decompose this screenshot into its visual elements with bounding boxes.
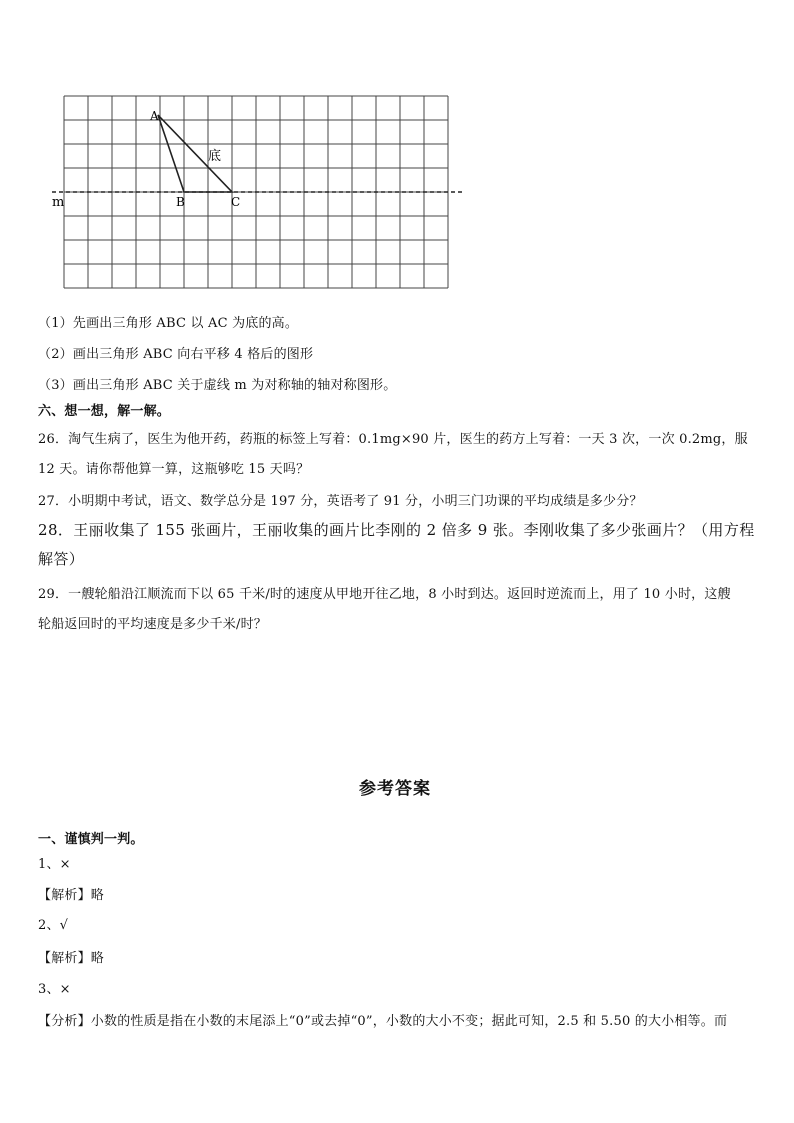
answer-3-analysis: 【分析】小数的性质是指在小数的末尾添上“0”或去掉“0”，小数的大小不变；据此可知，2.5 和 5.50 的大小相等。而 xyxy=(38,1014,728,1029)
question-27: 27．小明期中考试，语文、数学总分是 197 分，英语考了 91 分，小明三门功课的平均成绩是多少分？ xyxy=(38,494,643,509)
question-28-line2: 解答） xyxy=(38,550,85,568)
question-26-line2: 12 天。请你帮他算一算，这瓶够吃 15 天吗？ xyxy=(38,462,310,477)
label-m: m xyxy=(52,195,65,210)
answers-title: 参考答案 xyxy=(359,779,431,799)
answer-2: 2、√ xyxy=(38,918,69,933)
label-b: B xyxy=(176,195,185,209)
answer-2-analysis: 【解析】略 xyxy=(38,951,105,966)
instruction-2: （2）画出三角形 ABC 向右平移 4 格后的图形 xyxy=(38,347,314,362)
answer-1: 1、× xyxy=(38,857,71,872)
answers-section-heading: 一、谨慎判一判。 xyxy=(38,832,144,847)
question-29-line2: 轮船返回时的平均速度是多少千米/时？ xyxy=(38,617,267,632)
question-29-line1: 29．一艘轮船沿江顺流而下以 65 千米/时的速度从甲地开往乙地，8 小时到达。返回时逆流而上，用了 10 小时，这艘 xyxy=(38,587,731,602)
grid-figure xyxy=(40,90,470,295)
question-26-line1: 26．淘气生病了，医生为他开药，药瓶的标签上写着：0.1mg×90 片，医生的药方上写着：一天 3 次，一次 0.2mg，服 xyxy=(38,432,748,447)
instruction-3: （3）画出三角形 ABC 关于虚线 m 为对称轴的轴对称图形。 xyxy=(38,378,397,393)
label-a: A xyxy=(150,109,159,123)
answer-1-analysis: 【解析】略 xyxy=(38,888,105,903)
label-c: C xyxy=(231,195,241,209)
answer-3: 3、× xyxy=(38,982,71,997)
instruction-1: （1）先画出三角形 ABC 以 AC 为底的高。 xyxy=(38,316,299,331)
question-28-line1: 28．王丽收集了 155 张画片，王丽收集的画片比李刚的 2 倍多 9 张。李刚收集了多少张画片？（用方程 xyxy=(38,521,755,539)
label-base: 底 xyxy=(208,149,222,164)
section6-heading: 六、想一想，解一解。 xyxy=(38,404,171,419)
